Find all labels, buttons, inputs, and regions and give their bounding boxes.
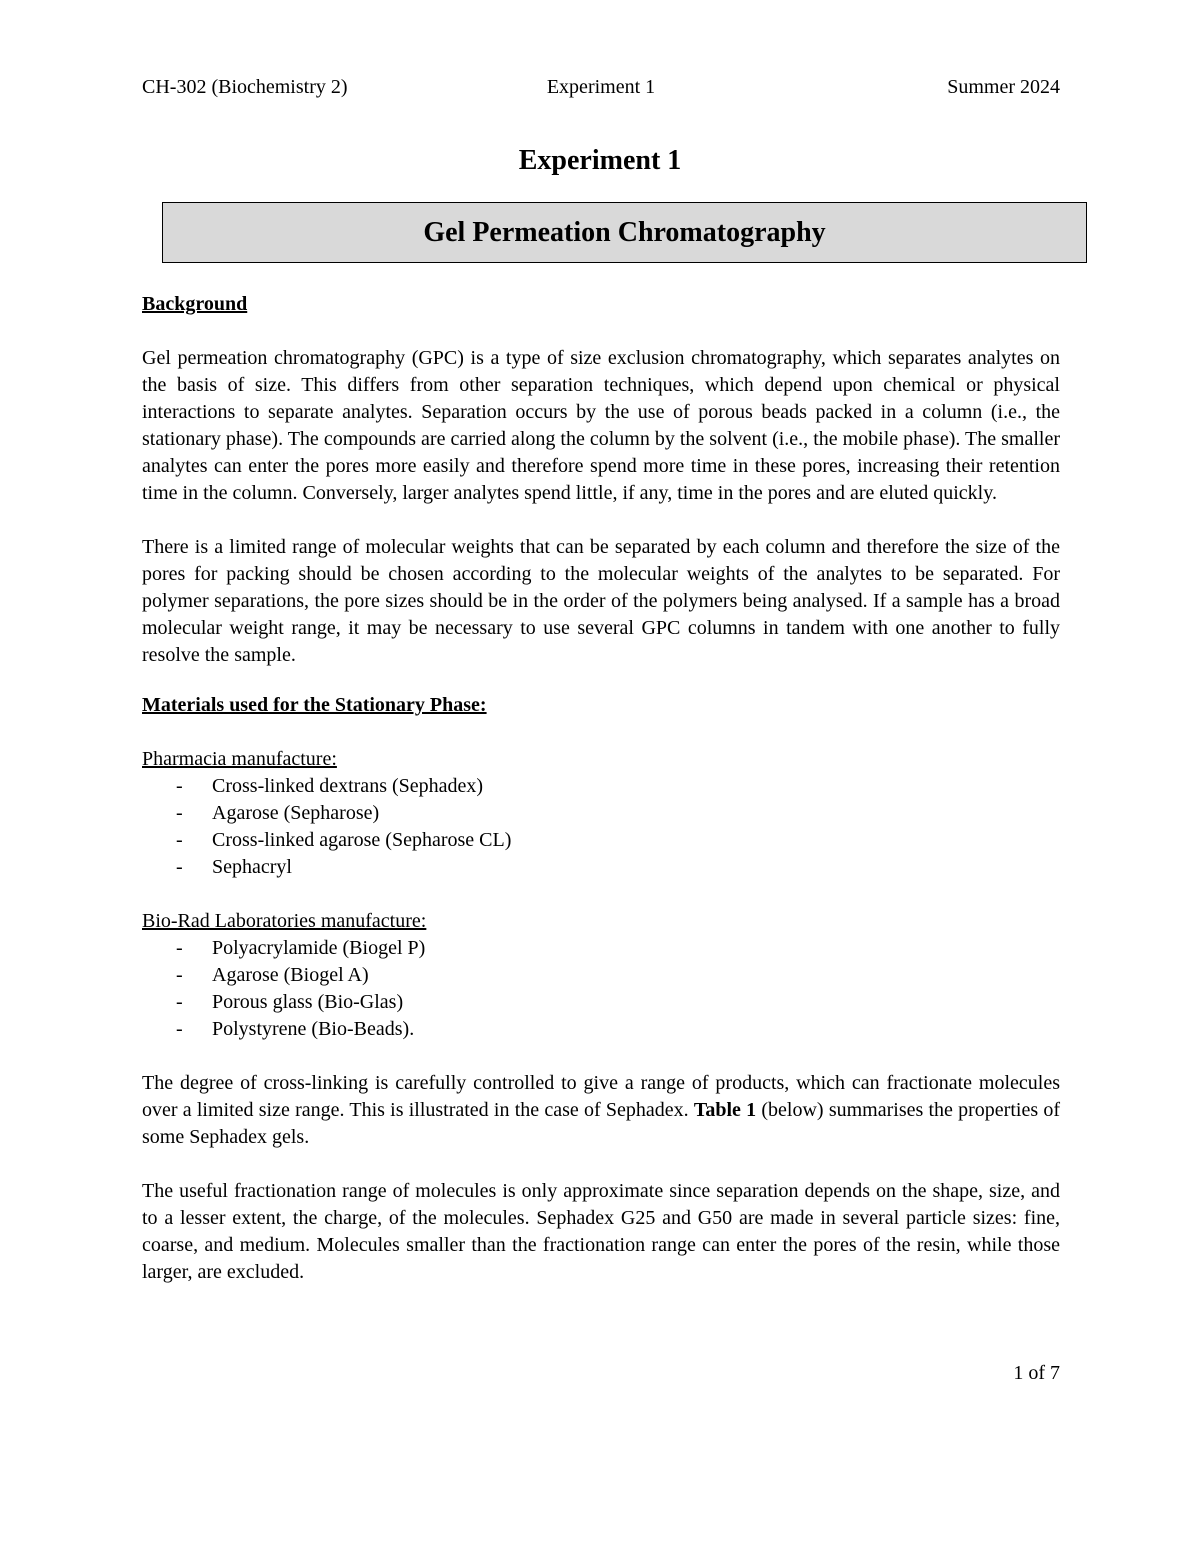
pharmacia-list: [142, 773, 1060, 881]
crosslink-paragraph: The degree of cross-linking is carefully controlled to give a range of products, which can fractionate molecules over a limited size range. This is illustrated in the case of Sephadex. Table 1 (below) summarises the properties of some Sephadex gels.: [142, 1072, 1061, 1148]
main-content: [142, 291, 1060, 1286]
background-paragraph-1: Gel permeation chromatography (GPC) is a type of size exclusion chromatography, which separates analytes on the basis of size. This differs from other separation techniques, which depend upon chemical or physical interactions to separate analytes. Separation occurs by the use of porous beads packed in a column (i.e., the stationary phase). The compounds are carried along the column by the solvent (i.e., the mobile phase). The smaller analytes can enter the pores more easily and therefore spend more time in these pores, increasing their retention time in the column. Conversely, larger analytes spend little, if any, time in the pores and are eluted quickly.: [142, 347, 1060, 504]
list-item: - Agarose (Biogel A): [176, 964, 369, 986]
materials-heading: Materials used for the Stationary Phase:: [142, 694, 487, 716]
list-item: - Cross-linked agarose (Sepharose CL): [176, 829, 512, 851]
page-number: 1 of 7: [1013, 1362, 1060, 1384]
boxed-title: [162, 202, 1087, 263]
experiment-title: Experiment 1: [518, 145, 682, 176]
list-item: - Porous glass (Bio-Glas): [176, 991, 404, 1013]
header-term: Summer 2024: [947, 76, 1060, 98]
pharmacia-heading: Pharmacia manufacture:: [142, 748, 337, 770]
boxed-title-text: Gel Permeation Chromatography: [423, 217, 826, 248]
table-reference: Table 1: [693, 1099, 757, 1121]
list-item: - Cross-linked dextrans (Sephadex): [176, 775, 484, 797]
list-item: - Agarose (Sepharose): [176, 802, 380, 824]
list-item: - Polyacrylamide (Biogel P): [176, 937, 426, 959]
header-course: CH-302 (Biochemistry 2): [142, 76, 348, 98]
fractionation-paragraph: The useful fractionation range of molecules is only approximate since separation depends on the shape, size, and to a lesser extent, the charge, of the molecules. Sephadex G25 and G50 are made in several particle sizes: fine, coarse, and medium. Molecules smaller than the fractionation range can enter the pores of the resin, while those larger, are excluded.: [142, 1180, 1060, 1283]
biorad-list: [142, 935, 1060, 1043]
list-item: - Sephacryl: [176, 856, 292, 878]
biorad-heading: Bio-Rad Laboratories manufacture:: [142, 910, 427, 932]
background-heading: Background: [142, 293, 248, 315]
list-item: - Polystyrene (Bio-Beads).: [176, 1018, 415, 1040]
background-paragraph-2: There is a limited range of molecular weights that can be separated by each column and therefore the size of the pores for packing should be chosen according to the molecular weights of the analytes to be separated. For polymer separations, the pore sizes should be in the order of the polymers being analysed. If a sample has a broad molecular weight range, it may be necessary to use several GPC columns in tandem with one another to fully resolve the sample.: [142, 536, 1060, 666]
header-experiment: Experiment 1: [546, 76, 656, 98]
page-header: [142, 74, 1060, 101]
